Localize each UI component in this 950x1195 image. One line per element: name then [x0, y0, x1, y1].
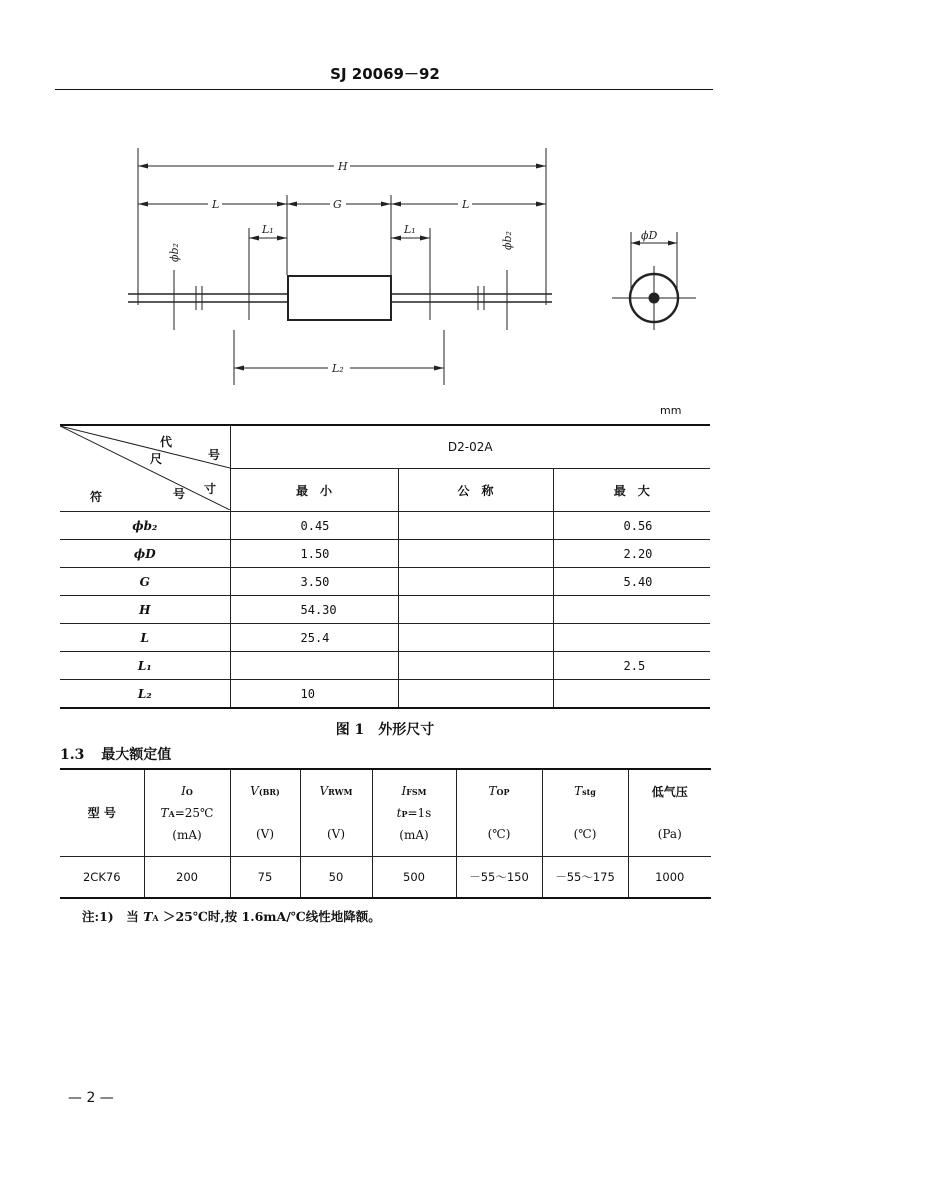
table-row: L₁ 2.5: [60, 652, 710, 680]
section-heading: [60, 744, 171, 764]
table-corner-cell: 代 号 尺 寸 符 号: [60, 425, 230, 512]
label-l1-right: L₁: [404, 223, 416, 236]
table-row: G 3.50 5.40: [60, 568, 710, 596]
package-code: D2-02A: [230, 425, 710, 469]
table-row: L₂ 10: [60, 680, 710, 709]
outline-drawing: [0, 130, 720, 400]
figure-caption: 图 1 外形尺寸: [335, 722, 435, 738]
label-phi-b2-right: ϕb₂: [501, 231, 514, 250]
label-l2: L₂: [332, 362, 344, 375]
label-l-left: L: [212, 198, 220, 211]
label-g: G: [333, 198, 342, 211]
label-l1-left: L₁: [262, 223, 274, 236]
col-vrwm-header: VRWM (V): [300, 769, 372, 857]
col-vbr-header: V(BR) (V): [230, 769, 300, 857]
table-row: 2CK76 200 75 50 500 －55～150 －55～175 1000: [60, 857, 711, 899]
label-phi-d: ϕD: [641, 229, 658, 242]
corner-diagonals: [60, 426, 230, 510]
col-io-header: IO TA=25℃ (mA): [144, 769, 230, 857]
model-cell: 2CK76: [60, 857, 144, 899]
col-min-header: 最 小: [230, 469, 398, 512]
page-number: — 2 —: [68, 1090, 114, 1106]
section-title: 最大额定值: [101, 747, 172, 763]
col-ifsm-header: IFSM tP=1s (mA): [372, 769, 456, 857]
footnote: 注:1) 当 TA ＞25℃时,按 1.6mA/℃线性地降额。: [82, 909, 381, 924]
col-nominal-header: 公 称: [398, 469, 553, 512]
unit-label: mm: [660, 404, 682, 417]
label-l-right: L: [462, 198, 470, 211]
col-max-header: 最 大: [553, 469, 710, 512]
table-row: L 25.4: [60, 624, 710, 652]
diode-body: [288, 276, 391, 320]
rating-table: [60, 768, 711, 899]
col-model-header: 型 号: [60, 769, 144, 857]
table-row: H 54.30: [60, 596, 710, 624]
col-tstg-header: Tstg (℃): [542, 769, 628, 857]
table-row: ϕb₂ 0.45 0.56: [60, 512, 710, 540]
table-row: ϕD 1.50 2.20: [60, 540, 710, 568]
document-code: SJ 20069－92: [330, 65, 440, 83]
label-phi-b2-left: ϕb₂: [168, 243, 181, 262]
header-rule: [55, 89, 713, 90]
col-pressure-header: 低气压 (Pa): [628, 769, 711, 857]
section-number: 1.3: [60, 747, 85, 763]
label-h: H: [338, 160, 348, 173]
col-top-header: TOP (℃): [456, 769, 542, 857]
dimension-table: [60, 424, 710, 709]
